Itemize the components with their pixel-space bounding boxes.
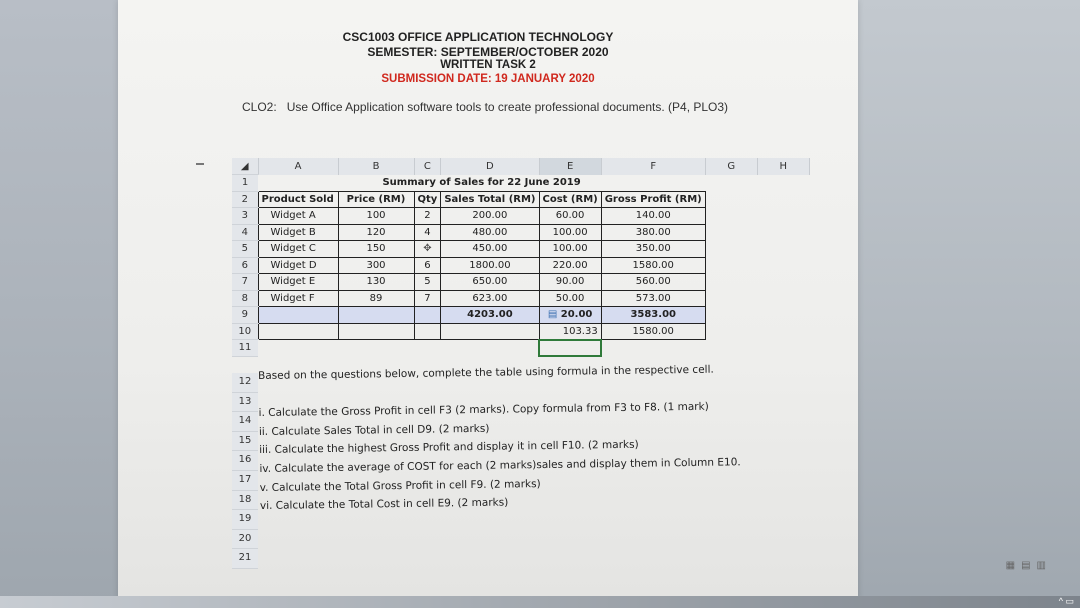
cell[interactable]: 300 [338,257,414,274]
row-header[interactable]: 2 [232,191,258,208]
column-header-row [232,158,809,175]
cell[interactable]: Widget C [258,241,338,258]
cell[interactable]: Widget A [258,208,338,225]
header-cost[interactable]: Cost (RM) [539,191,601,208]
questions-intro[interactable]: Based on the questions below, complete the table using formula in the respective cell. [258,363,714,382]
table-row [232,224,809,241]
cell[interactable]: 6 [414,257,441,274]
cell[interactable] [258,323,338,340]
column-header-e[interactable]: E [539,158,601,175]
question-item[interactable]: vi. Calculate the Total Cost in cell E9. (2 marks) [259,496,509,513]
cell-e9[interactable]: ▤ 20.00 [539,307,601,324]
cell[interactable]: 100 [338,208,414,225]
cell[interactable]: 4 [414,224,441,241]
cell[interactable]: 220.00 [539,257,601,274]
table-row [232,274,809,291]
cell[interactable]: 200.00 [441,208,539,225]
task-line: WRITTEN TASK 2 [440,59,536,71]
cell[interactable]: Widget F [258,290,338,307]
paste-options-icon[interactable]: ▤ [547,309,558,321]
page-layout-icon[interactable]: ▤ [1021,560,1037,571]
clo-text: Use Office Application software tools to create professional documents. (P4, PLO3) [286,100,729,114]
row-header[interactable]: 21 [232,549,258,569]
cell[interactable]: 350.00 [601,241,705,258]
cell[interactable]: 150 [338,241,414,258]
row-header[interactable]: 18 [232,491,258,511]
cell-f10[interactable]: 1580.00 [601,323,705,340]
row-header[interactable]: 9 [232,307,258,324]
row-header[interactable]: 4 [232,224,258,241]
column-header-g[interactable]: G [705,158,757,175]
cell-with-cursor[interactable] [414,241,441,258]
chevron-up-icon[interactable]: ^ [1058,596,1063,606]
questions-block [258,360,741,515]
cell[interactable]: 2 [414,208,441,225]
semester-line: SEMESTER: SEPTEMBER/OCTOBER 2020 [367,45,609,59]
cell[interactable]: Widget B [258,224,338,241]
spreadsheet [232,158,810,357]
cell-d9[interactable]: 4203.00 [441,307,539,324]
row-header[interactable]: 7 [232,274,258,291]
cell[interactable]: 573.00 [601,290,705,307]
row-header[interactable]: 11 [232,340,258,357]
move-cursor-icon: ✥ [423,243,432,255]
screen-background-left [0,0,120,608]
cell[interactable]: 380.00 [601,224,705,241]
clo-label: CLO2: [242,100,277,114]
page-break-icon[interactable]: ▥ [1036,560,1052,571]
row-header[interactable]: 17 [232,471,258,491]
cell[interactable]: 650.00 [441,274,539,291]
question-row-headers [232,373,258,569]
cell[interactable]: 480.00 [441,224,539,241]
table-row [232,241,809,258]
select-all-corner[interactable]: ◢ [232,158,258,175]
cell[interactable]: 140.00 [601,208,705,225]
taskbar [0,596,1080,608]
column-header-d[interactable]: D [441,158,539,175]
row-header[interactable]: 5 [232,241,258,258]
cell[interactable] [414,323,441,340]
cell[interactable] [414,307,441,324]
row-header[interactable]: 14 [232,412,258,432]
question-item[interactable]: iv. Calculate the average of COST for each (2 marks)sales and display them in Column E10. [259,456,741,475]
row-header[interactable]: 10 [232,323,258,340]
question-item[interactable]: ii. Calculate Sales Total in cell D9. (2 marks) [258,422,490,438]
question-item[interactable]: i. Calculate the Gross Profit in cell F3 (2 marks). Copy formula from F3 to F8. (1 mark) [258,400,709,420]
row-header[interactable]: 19 [232,510,258,530]
header-price[interactable]: Price (RM) [338,191,414,208]
column-header-c[interactable]: C [414,158,441,175]
cell[interactable]: 50.00 [539,290,601,307]
screen-background-right [850,0,1080,608]
cell[interactable]: 1800.00 [441,257,539,274]
row-header[interactable]: 3 [232,208,258,225]
row-header[interactable]: 8 [232,290,258,307]
sales-table [232,158,810,357]
row-header[interactable]: 12 [232,373,258,393]
cell[interactable] [338,323,414,340]
row-header[interactable]: 15 [232,432,258,452]
clo-statement [242,100,728,114]
table-row [232,208,809,225]
submission-date: SUBMISSION DATE: 19 JANUARY 2020 [381,73,595,85]
cell[interactable] [258,307,338,324]
header-sales-total[interactable]: Sales Total (RM) [441,191,539,208]
column-header-f[interactable]: F [601,158,705,175]
view-buttons [1006,560,1052,571]
system-tray [1059,596,1074,607]
cell[interactable] [441,323,539,340]
selected-cell[interactable] [539,340,601,357]
question-item[interactable]: iii. Calculate the highest Gross Profit and display it in cell F10. (2 marks) [259,439,639,457]
cell[interactable]: 5 [414,274,441,291]
sheet-row [232,175,809,192]
normal-view-icon[interactable]: ▦ [1005,560,1022,571]
totals-row [232,307,809,324]
cell[interactable]: 450.00 [441,241,539,258]
row-header[interactable]: 13 [232,393,258,413]
column-header-h[interactable]: H [757,158,809,175]
row-header[interactable]: 16 [232,451,258,471]
header-product[interactable]: Product Sold [258,191,338,208]
course-title: CSC1003 OFFICE APPLICATION TECHNOLOGY [342,30,614,44]
cell-e10[interactable]: 103.33 [539,323,601,340]
cell[interactable]: Widget E [258,274,338,291]
cell[interactable]: Widget D [258,257,338,274]
network-icon[interactable]: ▭ [1065,596,1074,606]
cell[interactable] [338,307,414,324]
cell[interactable]: 7 [414,290,441,307]
column-header-a[interactable]: A [258,158,338,175]
table-row [232,257,809,274]
cell[interactable]: 130 [338,274,414,291]
cell[interactable]: 120 [338,224,414,241]
column-header-b[interactable]: B [338,158,414,175]
cell[interactable]: 60.00 [539,208,601,225]
cell[interactable]: 1580.00 [601,257,705,274]
row-header[interactable]: 20 [232,530,258,550]
row-header[interactable]: 1 [232,175,258,192]
sheet-row [232,191,809,208]
cell[interactable]: 560.00 [601,274,705,291]
cell-f9[interactable]: 3583.00 [601,307,705,324]
cell[interactable]: 100.00 [539,241,601,258]
dash-mark [196,163,204,165]
cell[interactable]: 100.00 [539,224,601,241]
table-row [232,290,809,307]
cell[interactable]: 89 [338,290,414,307]
question-item[interactable]: v. Calculate the Total Gross Profit in cell F9. (2 marks) [259,477,541,494]
cell[interactable]: 623.00 [441,290,539,307]
row-header[interactable]: 6 [232,257,258,274]
table-title[interactable]: Summary of Sales for 22 June 2019 [382,177,581,188]
header-gross-profit[interactable]: Gross Profit (RM) [601,191,705,208]
sheet-row [232,323,809,340]
cell[interactable]: 90.00 [539,274,601,291]
sheet-row [232,340,809,357]
header-qty[interactable]: Qty [414,191,441,208]
